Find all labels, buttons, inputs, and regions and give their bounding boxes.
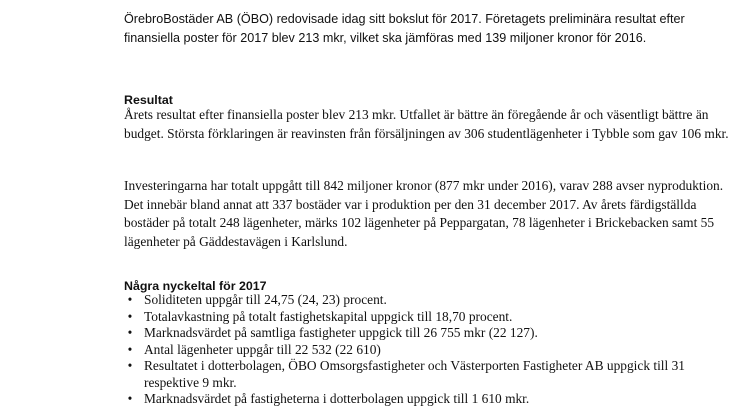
key-figures-list <box>124 292 724 408</box>
bullet-icon: • <box>127 341 133 357</box>
result-paragraph: Årets resultat efter finansiella poster blev 213 mkr. Utfallet är bättre än föregående år och väsentligt bättre än budget. Största förklaringen är reavinsten från försäljningen av 306 studentlägenheter i Tybble som gav 106 mkr. <box>124 107 729 141</box>
list-item-text: Resultatet i dotterbolagen, ÖBO Omsorgsfastigheter och Västerporten Fastigheter AB uppgick till 31 respektive 9 mkr. <box>144 358 685 390</box>
bullet-icon: • <box>127 308 133 324</box>
list-item-text: Antal lägenheter uppgår till 22 532 (22 610) <box>144 341 381 357</box>
investments-paragraph: Investeringarna har totalt uppgått till 842 miljoner kronor (877 mkr under 2016), varav 288 avser nyproduktion. Det innebär bland annat att 337 bostäder var i produktion per den 31 december 2017. Av årets färdigställda bostäder på totalt 248 lägenheter, märks 102 lägenheter på Peppargatan, 78 lägenheter i Brickebacken samt 55 lägenheter på Gäddestavägen i Karlslund. <box>124 178 724 249</box>
bullet-icon: • <box>127 292 133 307</box>
list-item <box>124 309 724 326</box>
bullet-icon: • <box>127 358 133 373</box>
bullet-icon: • <box>127 391 133 406</box>
list-item-text: Totalavkastning på totalt fastighetskapital uppgick till 18,70 procent. <box>144 308 513 324</box>
list-item <box>124 325 724 342</box>
list-item-text: Soliditeten uppgår till 24,75 (24, 23) procent. <box>144 292 387 307</box>
intro-paragraph: ÖrebroBostäder AB (ÖBO) redovisade idag sitt bokslut för 2017. Företagets preliminära resultat efter finansiella poster för 2017 blev 213 mkr, vilket ska jämföras med 139 miljoner kronor för 2016. <box>124 12 685 45</box>
list-item <box>124 358 724 391</box>
bullet-icon: • <box>127 325 133 340</box>
key-figures-heading: Några nyckeltal för 2017 <box>124 279 267 293</box>
list-item <box>124 391 724 408</box>
list-item-text: Marknadsvärdet på samtliga fastigheter uppgick till 26 755 mkr (22 127). <box>144 325 538 340</box>
list-item-text: Marknadsvärdet på fastigheterna i dotterbolagen uppgick till 1 610 mkr. <box>144 391 530 406</box>
list-item <box>124 292 724 309</box>
list-item <box>124 342 724 359</box>
result-heading: Resultat <box>124 93 173 107</box>
